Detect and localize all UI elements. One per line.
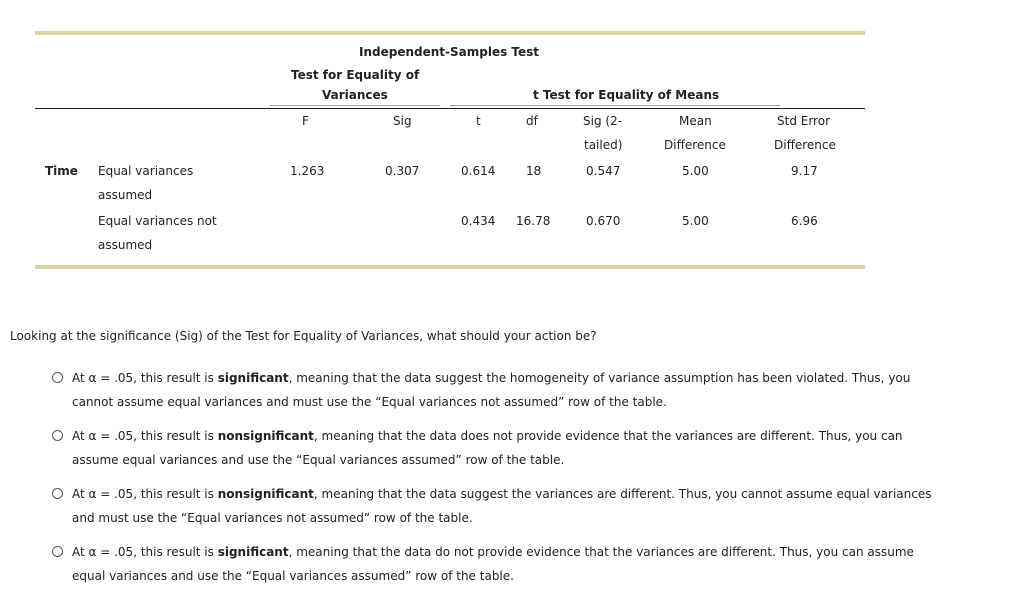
cell-f: 1.263 (290, 164, 325, 178)
ttest-header: t Test for Equality of Means (533, 88, 720, 102)
radio-button[interactable] (52, 546, 63, 557)
radio-button[interactable] (52, 430, 63, 441)
col-header-t: t (476, 114, 481, 128)
cell-mean-diff: 5.00 (682, 164, 709, 178)
cell-se-diff: 9.17 (791, 164, 818, 178)
variable-label: Time (45, 164, 78, 178)
option-text: At α = .05, this result is nonsignificant, meaning that the data does not provide evidence that the variances are different. Thus, you can assume equal variances and use the “Equal variances assumed” row of the table. (72, 429, 903, 467)
cell-mean-diff: 5.00 (682, 214, 709, 228)
cell-t: 0.434 (461, 214, 496, 228)
col-header-sig: Sig (393, 114, 412, 128)
col-header-sig2-line2: tailed) (584, 138, 623, 152)
col-header-mean-line2: Difference (664, 138, 726, 152)
question-text: Looking at the significance (Sig) of the Test for Equality of Variances, what should your action be? (10, 329, 597, 343)
radio-button[interactable] (52, 372, 63, 383)
col-header-se-line1: Std Error (777, 114, 831, 128)
col-header-f: F (302, 114, 309, 128)
table-bottom-rule (35, 265, 865, 269)
option-text: At α = .05, this result is nonsignificant, meaning that the data suggest the variances are different. Thus, you cannot assume equal variances and must use the “Equal variances not assumed” row of the table. (72, 487, 932, 525)
option-text: At α = .05, this result is significant, meaning that the data do not provide evidence that the variances are different. Thus, you can assume equal variances and use the “Equal variances assumed” row of the table. (72, 545, 914, 583)
levene-header-line2: Variances (322, 88, 388, 102)
cell-t: 0.614 (461, 164, 496, 178)
cell-sig2: 0.670 (586, 214, 621, 228)
row-label-line2: assumed (98, 238, 153, 252)
radio-button[interactable] (52, 488, 63, 499)
cell-df: 16.78 (516, 214, 551, 228)
col-header-se-line2: Difference (774, 138, 836, 152)
table-title: Independent-Samples Test (359, 45, 540, 59)
header-rule (35, 108, 865, 109)
col-header-mean-line1: Mean (679, 114, 712, 128)
row-label-line2: assumed (98, 188, 153, 202)
levene-header-rule (270, 105, 440, 106)
cell-sig2: 0.547 (586, 164, 621, 178)
row-label-line1: Equal variances (98, 164, 194, 178)
col-header-sig2-line1: Sig (2- (583, 114, 623, 128)
option-text: At α = .05, this result is significant, meaning that the data suggest the homogeneity of variance assumption has been violated. Thus, you cannot assume equal variances and must use the “Equal variances not assumed” row of the table. (72, 371, 911, 409)
cell-sig: 0.307 (385, 164, 420, 178)
table-top-rule (35, 31, 865, 35)
col-header-df: df (526, 114, 538, 128)
ttest-header-rule (450, 105, 780, 106)
cell-df: 18 (526, 164, 542, 178)
cell-se-diff: 6.96 (791, 214, 818, 228)
levene-header-line1: Test for Equality of (291, 68, 420, 82)
row-label-line1: Equal variances not (98, 214, 217, 228)
